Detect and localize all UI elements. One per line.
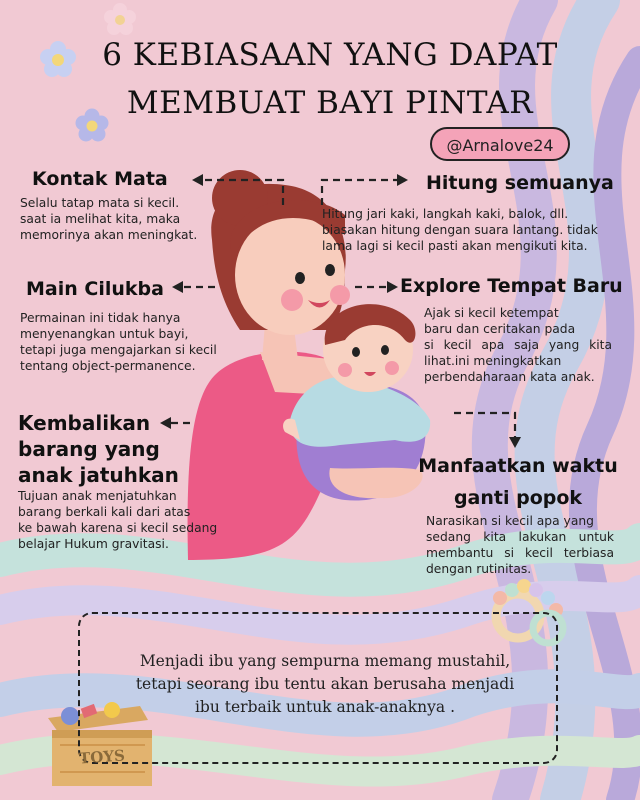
tip-description-kembalikan-barang: Tujuan anak menjatuhkan barang berkali kali dari atas ke bawah karena si kecil sedang belajar Hukum gravitasi. [18, 489, 218, 551]
toys-label: TOYS [78, 746, 126, 768]
tip-heading-explore-tempat-baru: Explore Tempat Baru [400, 275, 623, 297]
page-title-line-2: MEMBUAT BAYI PINTAR [126, 85, 534, 121]
tip-heading-kembalikan-barang: Kembalikan barang yang anak jatuhkan [18, 411, 179, 487]
tip-heading-manfaatkan-waktu: Manfaatkan waktu ganti popok [418, 455, 618, 509]
page-title-line-1: 6 KEBIASAAN YANG DAPAT [102, 37, 558, 73]
tip-description-explore-tempat-baru: Ajak si kecil ketempat baru dan ceritakan pada si kecil apa saja yang kita lihat.ini meningkatkan perbendaharaan kata anak. [424, 306, 612, 384]
tip-description-kontak-mata: Selalu tatap mata si kecil. saat ia melihat kita, maka memorinya akan meningkat. [20, 196, 198, 242]
author-handle-badge: @Arnalove24 [430, 127, 570, 161]
tip-heading-hitung-semuanya: Hitung semuanya [426, 172, 614, 194]
tip-description-manfaatkan-waktu: Narasikan si kecil apa yang sedang kita lakukan untuk membantu si kecil terbiasa dengan rutinitas. [426, 514, 614, 576]
tip-description-main-cilukba: Permainan ini tidak hanya menyenangkan untuk bayi, tetapi juga mengajarkan si kecil tentang object-permanence. [20, 311, 217, 373]
closing-quote: Menjadi ibu yang sempurna memang mustahil, tetapi seorang ibu tentu akan berusaha menjadi ibu terbaik untuk anak-anaknya . [135, 652, 515, 716]
tip-heading-kontak-mata: Kontak Mata [32, 168, 168, 190]
tip-heading-main-cilukba: Main Cilukba [26, 278, 164, 300]
tip-description-hitung-semuanya: Hitung jari kaki, langkah kaki, balok, dll. biasakan hitung dengan suara lantang. tidak lama lagi si kecil pasti akan mengikuti kita. [322, 207, 598, 253]
